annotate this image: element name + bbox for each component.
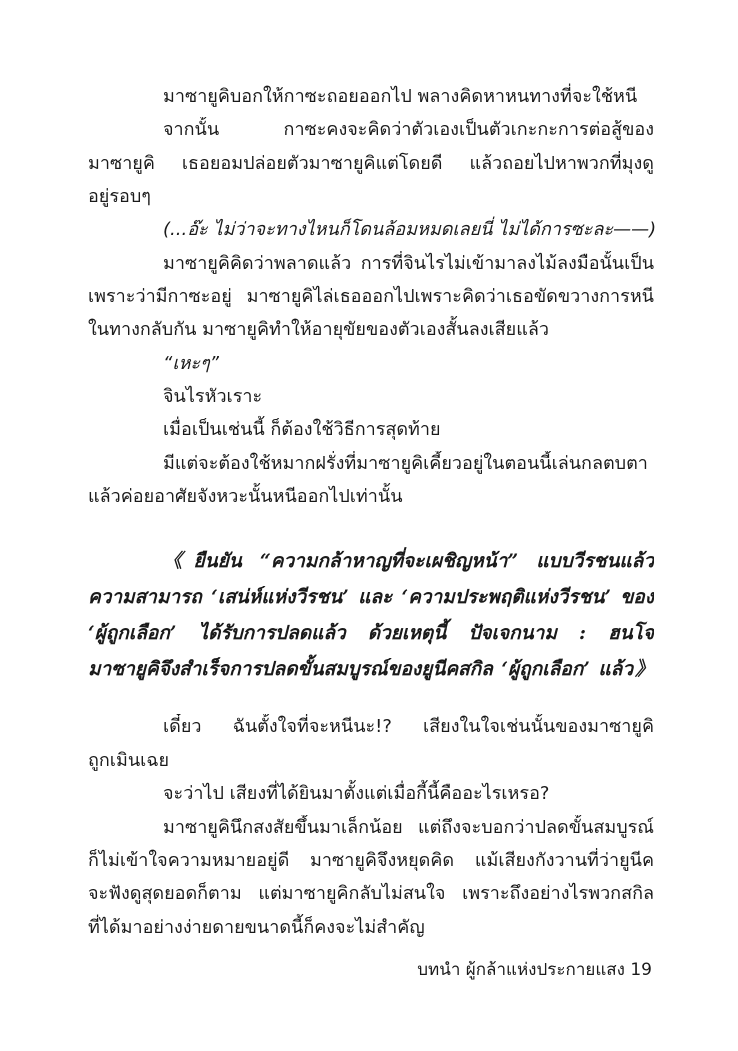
system-announcement-line: ‘ผู้ถูกเลือก’ ได้รับการปลดแล้ว ด้วยเหตุนี้ ปัจเจกนาม : ฮนโจ xyxy=(88,622,654,644)
paragraph-line: เพราะว่ามีกาซะอยู่ มาซายูคิไล่เธอออกไปเพราะคิดว่าเธอขัดขวางการหนี xyxy=(88,286,654,307)
paragraph-line: ในทางกลับกัน มาซายูคิทำให้อายุขัยของตัวเองสั้นลงเสียแล้ว xyxy=(88,319,549,340)
paragraph-line: จะฟังดูสุดยอดก็ตาม แต่มาซายูคิกลับไม่สนใจ เพราะถึงอย่างไรพวกสกิล xyxy=(88,883,654,904)
paragraph-line: ถูกเมินเฉย xyxy=(88,750,170,771)
system-announcement-line: มาซายูคิจึงสำเร็จการปลดขั้นสมบูรณ์ของยูนีคสกิล ‘ผู้ถูกเลือก’ แล้ว》 xyxy=(88,658,654,680)
system-announcement-line: 《ยืนยัน “ความกล้าหาญที่จะเผชิญหน้า” แบบวีรชนแล้ว xyxy=(163,550,654,572)
paragraph-line: จะว่าไป เสียงที่ได้ยินมาตั้งแต่เมื่อกี้นี้คืออะไรเหรอ? xyxy=(163,783,550,804)
paragraph-line: ก็ไม่เข้าใจความหมายอยู่ดี มาซายูคิจึงหยุดคิด แม้เสียงกังวานที่ว่ายูนีค xyxy=(88,850,654,871)
paragraph-line: อยู่รอบๆ xyxy=(88,186,151,207)
dialogue-line: “เหะๆ” xyxy=(163,353,220,374)
paragraph-line: แล้วค่อยอาศัยจังหวะนั้นหนีออกไปเท่านั้น xyxy=(88,486,403,507)
paragraph-line: มาซายูคินึกสงสัยขึ้นมาเล็กน้อย แต่ถึงจะบอกว่าปลดขั้นสมบูรณ์ xyxy=(163,817,654,838)
page-footer: บทนำ ผู้กล้าแห่งประกายแสง 19 xyxy=(417,960,652,980)
paragraph-line: เดี๋ยว ฉันตั้งใจที่จะหนีนะ!? เสียงในใจเช่นนั้นของมาซายูคิ xyxy=(163,716,654,737)
inner-thought-line: (...อ๊ะ ไม่ว่าจะทางไหนก็โดนล้อมหมดเลยนี่ ไม่ได้การซะละ——) xyxy=(163,219,657,240)
paragraph-line: จินไรหัวเราะ xyxy=(163,386,263,407)
paragraph-line: จากนั้น กาซะคงจะคิดว่าตัวเองเป็นตัวเกะกะการต่อสู้ของ xyxy=(163,119,654,140)
system-announcement-line: ความสามารถ ‘เสน่ห์แห่งวีรชน’ และ ‘ความประพฤติแห่งวีรชน’ ของ xyxy=(88,586,654,608)
paragraph-line: มาซายูคิบอกให้กาซะถอยออกไป พลางคิดหาหนทางที่จะใช้หนี xyxy=(163,86,638,107)
paragraph-line: เมื่อเป็นเช่นนี้ ก็ต้องใช้วิธีการสุดท้าย xyxy=(163,419,441,440)
paragraph-line: มาซายูคิ เธอยอมปล่อยตัวมาซายูคิแต่โดยดี แล้วถอยไปหาพวกที่มุงดู xyxy=(88,153,654,174)
paragraph-line: ที่ได้มาอย่างง่ายดายขนาดนี้ก็คงจะไม่สำคัญ xyxy=(88,917,425,938)
paragraph-line: มีแต่จะต้องใช้หมากฝรั่งที่มาซายูคิเคี้ยวอยู่ในตอนนี้เล่นกลตบตา xyxy=(163,453,648,474)
paragraph-line: มาซายูคิคิดว่าพลาดแล้ว การที่จินไรไม่เข้ามาลงไม้ลงมือนั้นเป็น xyxy=(163,253,654,274)
